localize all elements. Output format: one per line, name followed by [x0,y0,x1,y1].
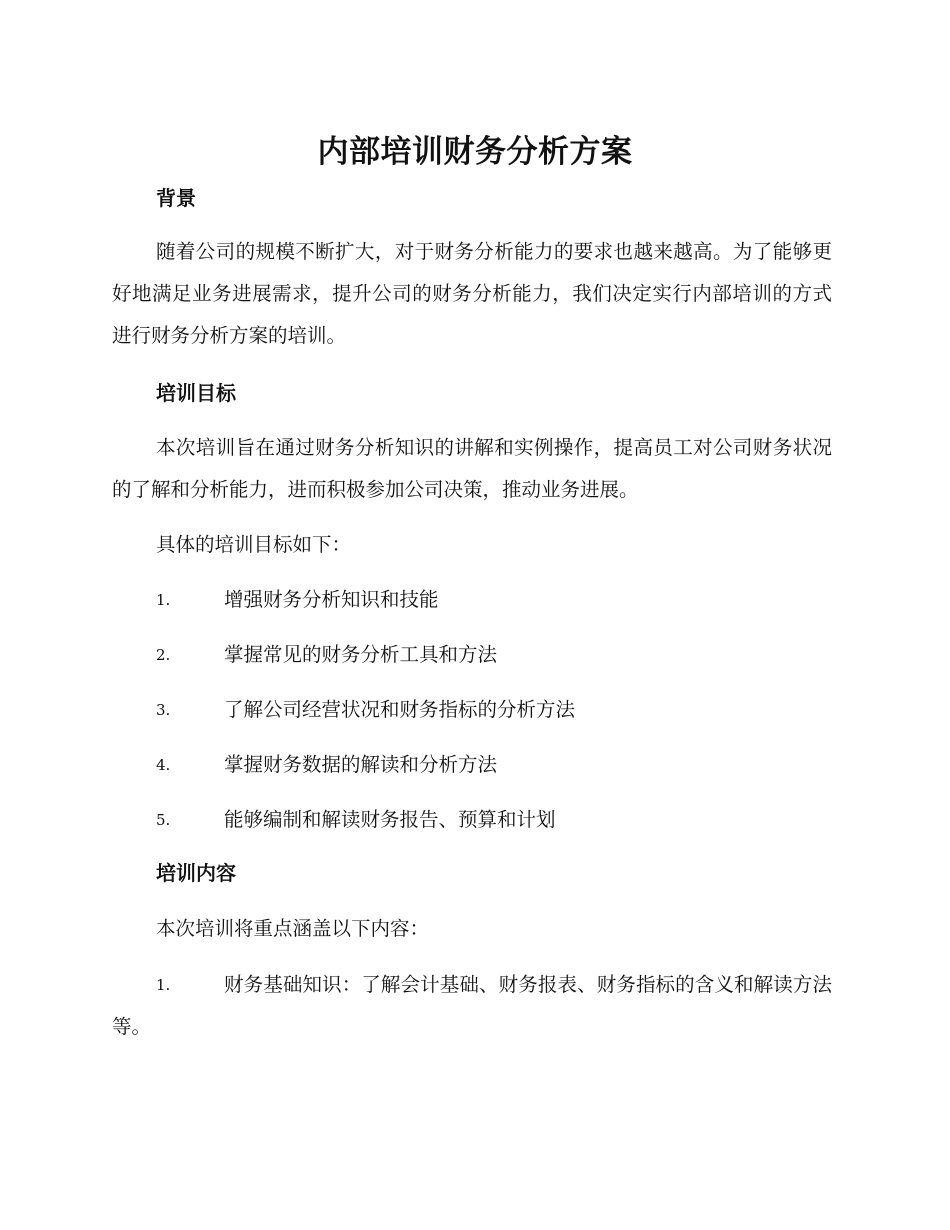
goals-intro: 具体的培训目标如下： [156,533,352,556]
background-paragraph: 随着公司的规模不断扩大，对于财务分析能力的要求也越来越高。为了能够更好地满足业务进展需求，提升公司的财务分析能力，我们决定实行内部培训的方式进行财务分析方案的培训。 [112,240,832,347]
list-number: 5. [156,811,171,829]
list-number: 2. [156,646,171,664]
list-item-text: 增强财务分析知识和技能 [224,588,439,611]
list-item-text: 财务基础知识：了解会计基础、财务报表、财务指标的含义和解读方法等。 [112,973,832,1038]
list-item-text: 掌握财务数据的解读和分析方法 [224,753,498,776]
list-item-text: 能够编制和解读财务报告、预算和计划 [224,808,556,831]
goals-paragraph: 本次培训旨在通过财务分析知识的讲解和实例操作，提高员工对公司财务状况的了解和分析能力，进而积极参加公司决策，推动业务进展。 [112,436,832,501]
list-item-text: 掌握常见的财务分析工具和方法 [224,643,498,666]
document-title: 内部培训财务分析方案 [317,134,633,170]
list-number: 1. [156,976,171,994]
list-number: 4. [156,756,171,774]
list-number: 1. [156,591,171,609]
list-item-text: 了解公司经营状况和财务指标的分析方法 [224,698,576,721]
section-heading-goals: 培训目标 [156,381,236,405]
section-heading-background: 背景 [156,186,196,210]
content-intro: 本次培训将重点涵盖以下内容： [156,917,430,940]
content-list-item [112,970,832,1048]
section-heading-content: 培训内容 [156,861,236,885]
list-number: 3. [156,701,171,719]
